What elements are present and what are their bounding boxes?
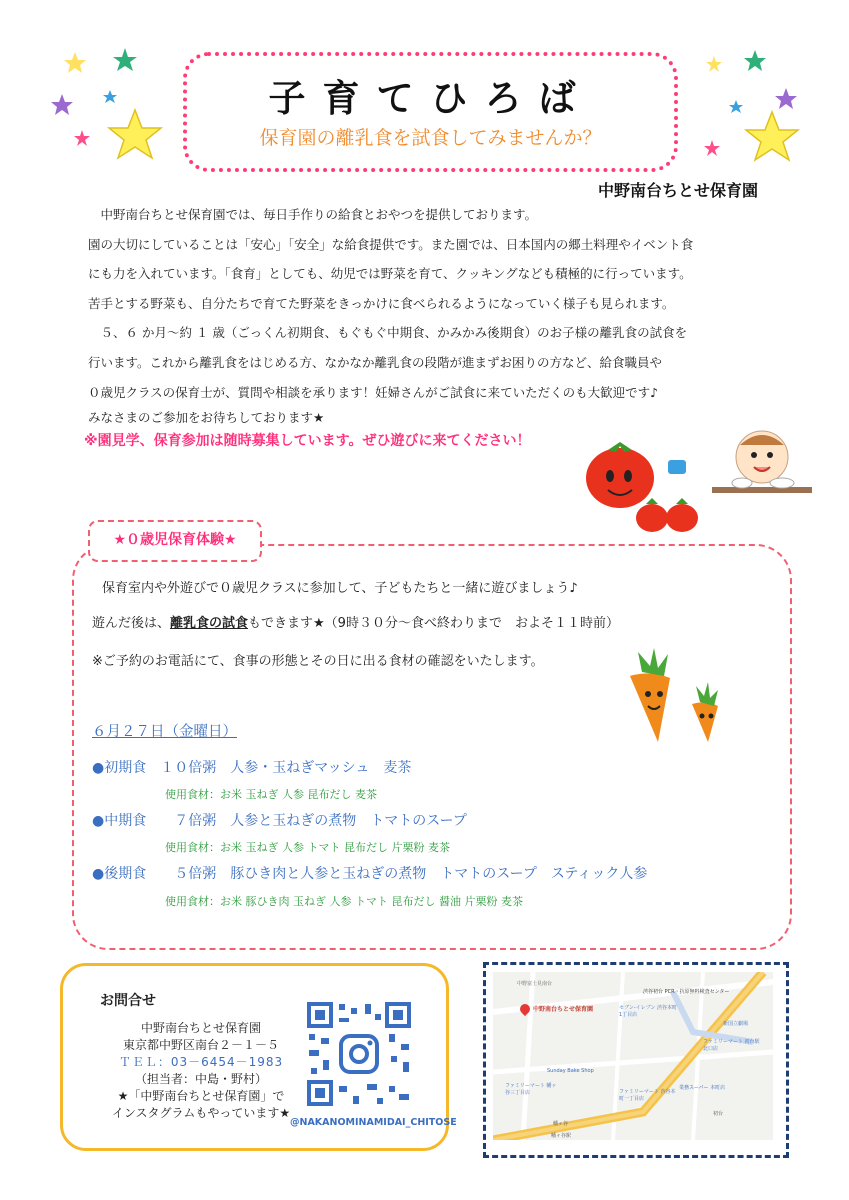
intro-line: ０歳児クラスの保育士が、質問や相談を承ります！妊婦さんがご試食に来ていただくのも大歓迎です♪: [88, 384, 659, 400]
map-label: 業務スーパー 本町店: [679, 1085, 726, 1091]
star-decoration-right: [690, 40, 820, 180]
menu-late: ●後期食 ５倍粥 豚ひき肉と人参と玉ねぎの煮物 トマトのスープ スティック人参: [92, 866, 648, 882]
map-label: Sunday Bake Shop: [547, 1068, 594, 1074]
contact-title: お問合せ: [100, 993, 156, 1009]
intro-line: 中野南台ちとせ保育園では、毎日手作りの給食とおやつを提供しております。: [88, 207, 538, 222]
instagram-handle[interactable]: @NAKANOMINAMIDAI_CHITOSE: [290, 1117, 457, 1128]
event-date: ６月２７日（金曜日）: [92, 724, 237, 740]
intro-line: 苦手とする野菜も、自分たちで育てた野菜をきっかけに食べられるようになっていく様子も見られます。: [88, 295, 675, 311]
contact-details: [86, 1020, 316, 1122]
intro-line: ５、６ か月～約 １ 歳（ごっくん初期食、もぐもぐ中期食、かみかみ後期食）のお子様の離乳食の試食を: [88, 325, 688, 341]
star-icon: [51, 48, 161, 158]
section-line-2-pre: 遊んだ後は、: [92, 616, 171, 631]
infant-experience-frame: [72, 544, 792, 950]
tasting-highlight: 離乳食の試食: [170, 616, 249, 631]
intro-line: 園の大切にしていることは「安心」「安全」な給食提供です。また園では、日本国内の郷土料理やイベント食: [88, 236, 694, 252]
page-title: 子育てひろば: [268, 77, 593, 120]
ingredients-late: 使用食材：お米 豚ひき肉 玉ねぎ 人参 トマト 昆布だし 醤油 片栗粉 麦茶: [165, 895, 523, 908]
section-line-2: [92, 612, 619, 631]
contact-address: 東京都中野区南台２－１－５: [122, 1038, 279, 1052]
map-label: ファミリーマート 初台駅北口店: [703, 1039, 760, 1052]
instagram-note-1: ★「中野南台ちとせ保育園」で: [117, 1089, 285, 1103]
instagram-note-2: インスタグラムもやっています★: [111, 1106, 291, 1120]
map-label: 幡ヶ谷: [553, 1121, 569, 1127]
ingredients-early: 使用食材：お米 玉ねぎ 人参 昆布だし 麦茶: [165, 788, 377, 801]
section-line-3: ※ご予約のお電話にて、食事の形態とその日に出る食材の確認をいたします。: [92, 654, 544, 669]
star-decoration-left: [40, 40, 180, 170]
map-label: ファミリーマート 渋谷本町一丁目店: [619, 1089, 676, 1102]
baby-eating-illustration: [712, 425, 812, 505]
map-label: セブン-イレブン 渋谷本町1丁目店: [619, 1005, 677, 1018]
intro-line: みなさまのご参加をお待ちしております★: [88, 410, 325, 426]
intro-line: 行います。これから離乳食をはじめる方、なかなか離乳食の段階が進まずお困りの方など、給食職員や: [88, 354, 663, 370]
carrot-character-illustration: [620, 646, 740, 746]
location-map[interactable]: [493, 972, 773, 1140]
page-subtitle: 保育園の離乳食を試食してみませんか？: [259, 127, 602, 149]
intro-text: [84, 200, 778, 453]
recruit-notice: ※園見学、保育参加は随時募集しています。ぜひ遊びに来てください！: [84, 433, 531, 450]
intro-line: にも力を入れています。「食育」としても、幼児では野菜を育て、クッキングなども積極的に行っています。: [88, 266, 692, 282]
menu-middle: ●中期食 ７倍粥 人参と玉ねぎの煮物 トマトのスープ: [92, 813, 467, 829]
contact-tel[interactable]: ＴＥＬ：03－6454－1983: [118, 1055, 284, 1069]
ingredients-middle: 使用食材：お米 玉ねぎ 人参 トマト 昆布だし 片栗粉 麦茶: [165, 841, 450, 854]
section-line-1: 保育室内や外遊びで０歳児クラスに参加して、子どもたちと一緒に遊びましょう♪: [102, 581, 578, 596]
map-label: 幡ヶ谷駅: [551, 1133, 572, 1139]
section-tag: ★０歳児保育体験★: [113, 532, 237, 548]
map-label: 渋谷初台 PCR・抗原無料検査センター: [643, 989, 730, 995]
map-label: 中野富士見南台: [517, 981, 553, 987]
star-icon: [704, 50, 798, 160]
map-roads: [493, 972, 773, 1140]
contact-staff: （担当者：中島・野村）: [134, 1072, 267, 1086]
menu-early: ●初期食 １０倍粥 人参・玉ねぎマッシュ 麦茶: [92, 760, 412, 776]
map-label: ファミリーマート 幡ヶ谷三丁目店: [505, 1083, 557, 1096]
map-label: 初台: [713, 1111, 724, 1117]
tomato-character-illustration: [580, 440, 710, 540]
section-line-2-post: もできます★（9時３０分～食べ終わりまで およそ１１時前）: [248, 616, 619, 631]
map-pin-label: 中野南台ちとせ保育園: [533, 1006, 594, 1013]
organization-name: 中野南台ちとせ保育園: [598, 181, 759, 200]
instagram-qr-code[interactable]: [305, 1000, 413, 1108]
contact-name: 中野南台ちとせ保育園: [140, 1021, 261, 1035]
map-label: 新国立劇場: [723, 1021, 749, 1027]
